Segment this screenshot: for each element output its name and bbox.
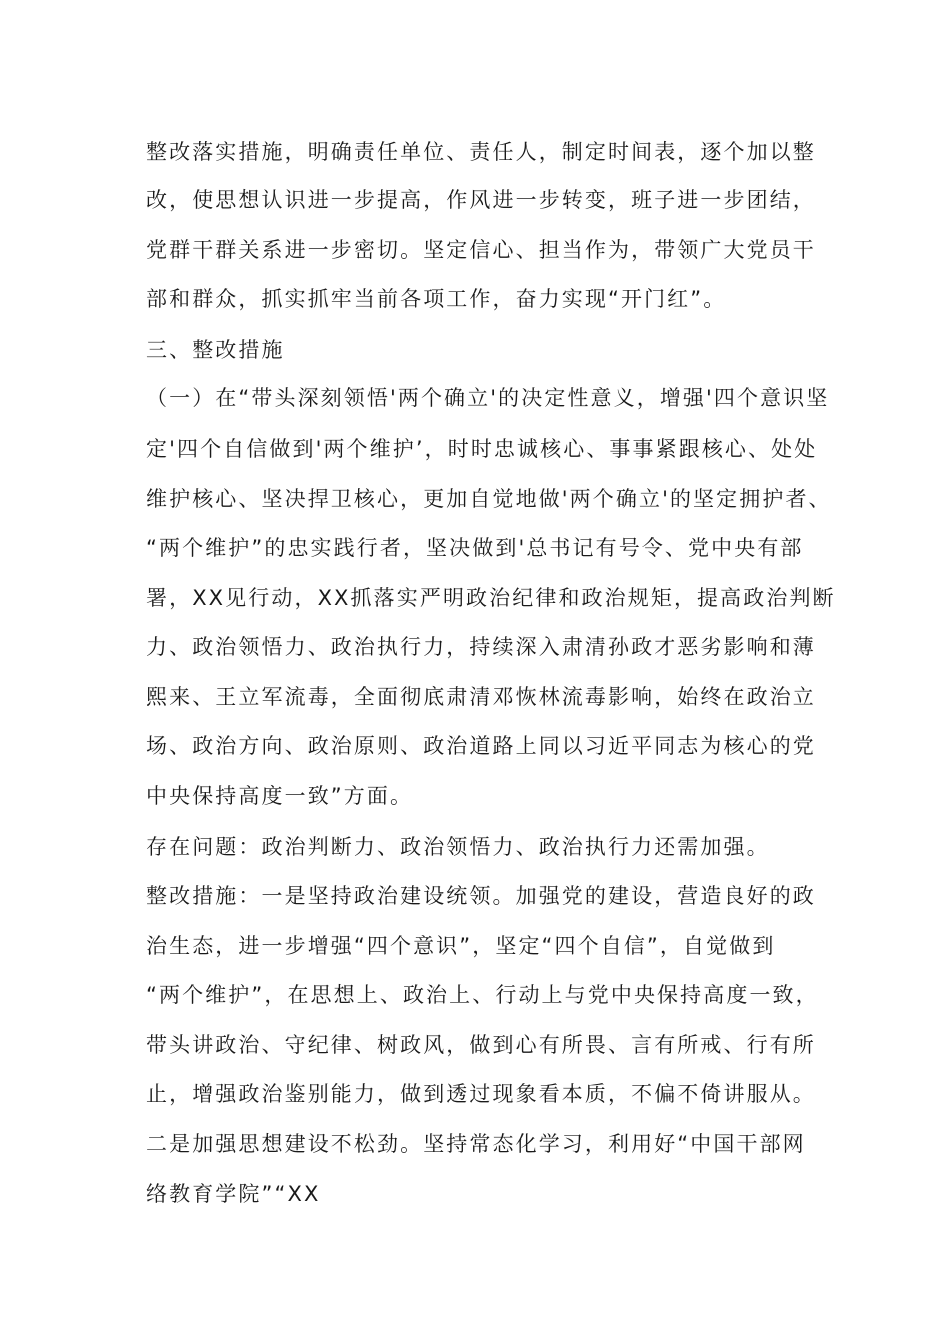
text-line: 止，增强政治鉴别能力，做到透过现象看本质，不偏不倚讲服从。 — [146, 1082, 816, 1106]
text-line: （一）在“带头深刻领悟'两个确立'的决定性意义，增强'四个意识坚 — [146, 386, 830, 410]
section-heading: 三、整改措施 — [146, 338, 285, 362]
text-line: 中央保持高度一致”方面。 — [146, 784, 414, 808]
text-line: 部和群众，抓实抓牢当前各项工作，奋力实现“开门红”。 — [146, 287, 727, 311]
text-line: 络教育学院”“XX — [146, 1182, 321, 1206]
text-line: “两个维护”，在思想上、政治上、行动上与党中央保持高度一致， — [146, 983, 819, 1007]
text-line: 存在问题：政治判断力、政治领悟力、政治执行力还需加强。 — [146, 835, 770, 859]
text-line: “两个维护”的忠实践行者，坚决做到'总书记有号令、党中央有部 — [146, 536, 804, 560]
text-line: 治生态，进一步增强“四个意识”，坚定“四个自信”，自觉做到 — [146, 934, 776, 958]
text-line: 整改落实措施，明确责任单位、责任人，制定时间表，逐个加以整 — [146, 140, 816, 164]
text-line: 维护核心、坚决捍卫核心，更加自觉地做'两个确立'的坚定拥护者、 — [146, 487, 832, 511]
text-line: 署，XX见行动，XX抓落实严明政治纪律和政治规矩，提高政治判断 — [146, 586, 836, 610]
text-line: 定'四个自信做到'两个维护’，时时忠诚核心、事事紧跟核心、处处 — [146, 437, 818, 461]
text-line: 整改措施：一是坚持政治建设统领。加强党的建设，营造良好的政 — [146, 884, 816, 908]
text-line: 二是加强思想建设不松劲。坚持常态化学习，利用好“中国干部网 — [146, 1132, 806, 1156]
text-line: 带头讲政治、守纪律、树政风，做到心有所畏、言有所戒、行有所 — [146, 1033, 816, 1057]
text-line: 场、政治方向、政治原则、政治道路上同以习近平同志为核心的党 — [146, 734, 816, 758]
text-line: 改，使思想认识进一步提高，作风进一步转变，班子进一步团结， — [146, 188, 816, 212]
text-line: 熙来、王立军流毒，全面彻底肃清邓恢林流毒影响，始终在政治立 — [146, 685, 816, 709]
text-line: 力、政治领悟力、政治执行力，持续深入肃清孙政才恶劣影响和薄 — [146, 635, 816, 659]
text-line: 党群干群关系进一步密切。坚定信心、担当作为，带领广大党员干 — [146, 238, 816, 262]
